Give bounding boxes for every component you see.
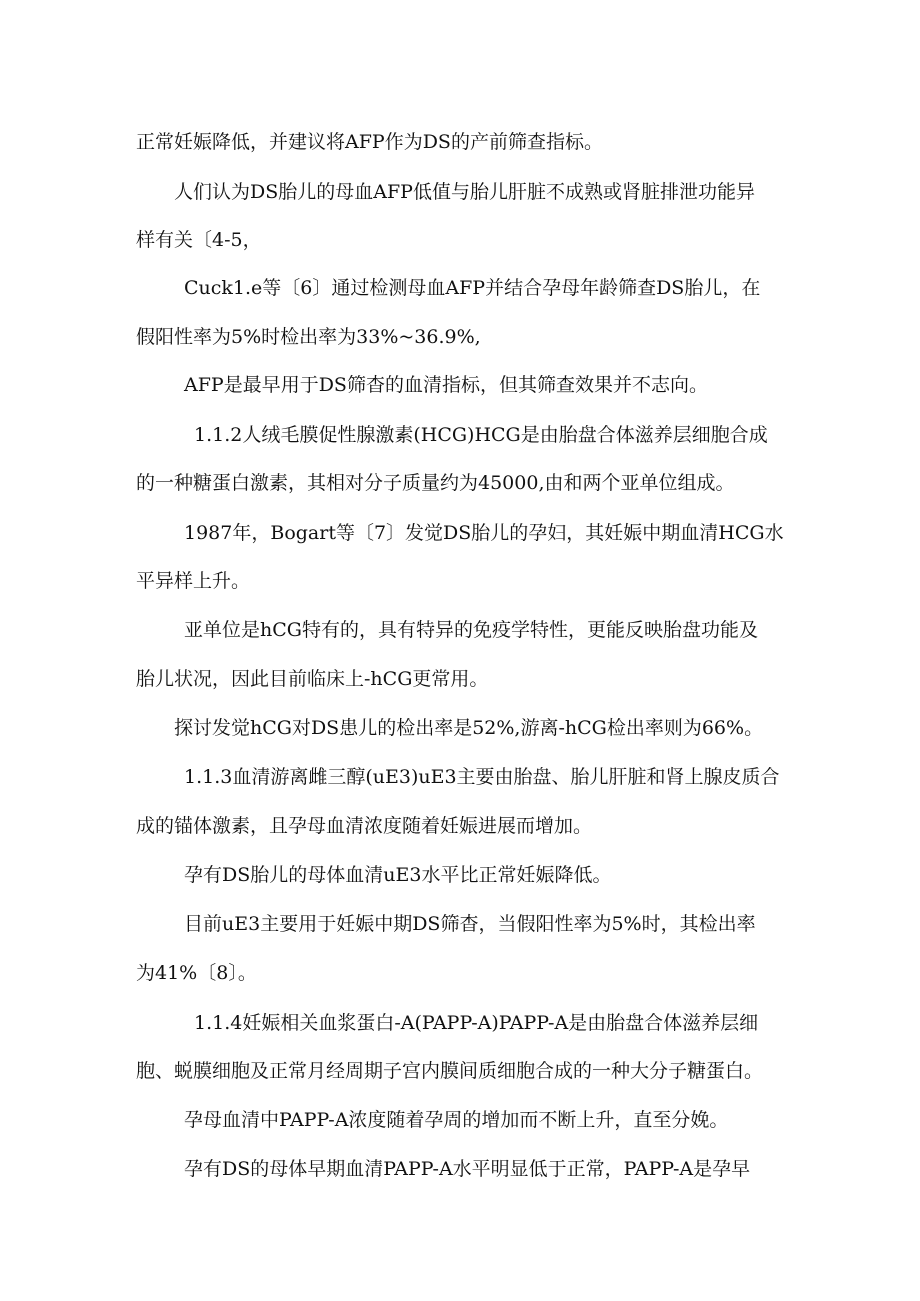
text-line: 孕有DS的母体早期血清PAPP-A水平明显低于正常，PAPP-A是孕早	[184, 1158, 751, 1180]
text-line: 胞、蜕膜细胞及正常月经周期子宫内膜间质细胞合成的一种大分子糖蛋白。	[136, 1060, 764, 1082]
text-line: 为41%〔8〕。	[136, 962, 257, 984]
text-line: 样有关〔4-5，	[136, 229, 262, 251]
text-line: AFP是最早用于DS筛杳的血清指标，但其筛查效果并不志向。	[184, 374, 708, 396]
text-line: 人们认为DS胎儿的母血AFP低值与胎儿肝脏不成熟或肾脏排泄功能异	[174, 181, 755, 203]
text-line: 1987年，Bogart等〔7〕发觉DS胎儿的孕妇，其妊娠中期血清HCG水	[184, 522, 784, 544]
text-line: 孕有DS胎儿的母体血清uE3水平比正常妊娠降低。	[184, 864, 612, 886]
text-line: 成的锚体激素，且孕母血清浓度随着妊娠进展而增加。	[136, 815, 593, 837]
text-line: 平异样上升。	[136, 570, 251, 592]
text-line: 1.1.3血清游离雌三醇(uE3)uE3主要由胎盘、胎儿肝脏和肾上腺皮质合	[184, 766, 780, 788]
text-line: 正常妊娠降低，并建议将AFP作为DS的产前筛查指标。	[136, 131, 603, 153]
text-line: 1.1.2人绒毛膜促性腺激素(HCG)HCG是由胎盘合体滋养层细胞合成	[194, 424, 768, 446]
text-line: 探讨发觉hCG对DS患儿的检出率是52%,游离-hCG检出率则为66%。	[174, 717, 764, 739]
text-line: 的一种糖蛋白激素，其相对分子质量约为45000,由和两个亚单位组成。	[136, 472, 735, 494]
text-line: 1.1.4妊娠相关血浆蛋白-A(PAPP-A)PAPP-A是由胎盘合体滋养层细	[194, 1012, 759, 1034]
text-line: 胎儿状况，因此目前临床上-hCG更常用。	[136, 668, 489, 690]
text-line: 孕母血清中PAPP-A浓度随着孕周的增加而不断上升，直至分娩。	[184, 1109, 729, 1131]
text-line: 假阳性率为5%时检出率为33%~36.9%,	[136, 326, 481, 348]
text-line: Cuck1.e等〔6〕通过检测母血AFP并结合孕母年龄筛查DS胎儿，在	[184, 277, 761, 299]
text-line: 目前uE3主要用于妊娠中期DS筛杳，当假阳性率为5%时，其检出率	[184, 913, 756, 935]
text-line: 亚单位是hCG特有的，具有特异的免疫学特性，更能反映胎盘功能及	[184, 619, 758, 641]
